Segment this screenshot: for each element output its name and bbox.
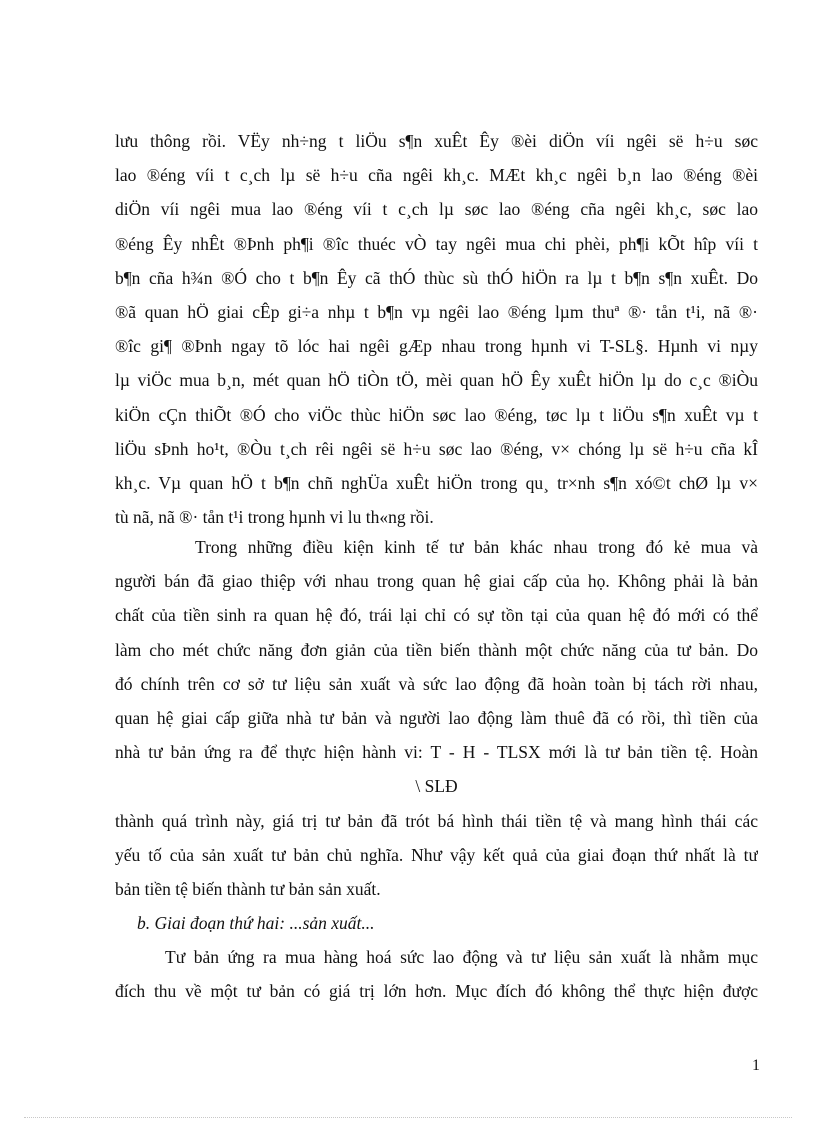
text-line: Tư bản ứng ra mua hàng hoá sức lao động và tư liệu sản xuất là nhằm mục <box>165 947 758 968</box>
paragraph-encoded <box>115 124 758 534</box>
text-line: lµ viÖc mua b¸n, mét quan hÖ tiÒn tÖ, mèi quan hÖ Êy xuÊt hiÖn lµ do c¸c ®iÒu <box>115 370 758 391</box>
text-line: ®îc gi¶ ®Þnh ngay tõ lóc hai ngêi gÆp nhau trong hµnh vi T-SL§. Hµnh vi nµy <box>115 336 758 357</box>
text-line: b¶n cña h¾n ®Ó cho t b¶n Êy cã thÓ thùc sù thÓ hiÖn ra lµ t b¶n s¶n xuÊt. Do <box>115 267 758 288</box>
text-line: thành quá trình này, giá trị tư bản đã trót bá hình thái tiền tệ và mang hình thái các <box>115 810 758 831</box>
text-line: Trong những điều kiện kinh tế tư bản khác nhau trong đó kẻ mua và <box>195 537 758 557</box>
text-line: kiÖn cÇn thiÕt ®Ó cho viÖc thùc hiÖn søc lao ®éng, tøc lµ t liÖu s¶n xuÊt vµ t <box>115 404 758 425</box>
paragraph-body <box>115 530 758 1009</box>
formula-note: \ SLĐ <box>415 776 458 797</box>
page-number: 1 <box>752 1057 760 1074</box>
text-line: người bán đã giao thiệp với nhau trong quan hệ giai cấp của họ. Không phải là bản <box>115 571 758 592</box>
section-subheading: b. Giai đoạn thứ hai: ...sản xuất... <box>137 913 375 934</box>
text-line: nhà tư bản ứng ra để thực hiện hành vi: T - H - TLSX mới là tư bản tiền tệ. Hoàn <box>115 742 758 763</box>
text-line: quan hệ giai cấp giữa nhà tư bản và người lao động làm thuê đã có rồi, thì tiền của <box>115 707 758 728</box>
text-line: ®ã quan hÖ giai cÊp gi÷a nhµ t b¶n vµ ngêi lao ®éng lµm thuª ®· tån t¹i, nã ®· <box>115 301 758 322</box>
text-line: tù nã, nã ®· tån t¹i trong hµnh vi lu th«ng rồi. <box>115 507 434 528</box>
text-line: kh¸c. Vµ quan hÖ t b¶n chñ nghÜa xuÊt hiÖn trong qu¸ tr×nh s¶n xó©t chØ lµ v× <box>115 472 758 493</box>
text-line: làm cho mét chức năng đơn giản của tiền biến thành một chức năng của tư bản. Do <box>115 639 758 660</box>
text-line: bản tiền tệ biến thành tư bản sản xuất. <box>115 878 381 899</box>
text-line: đích thu về một tư bản có giá trị lớn hơn. Mục đích đó không thể thực hiện được <box>115 981 758 1002</box>
text-line: liÖu sÞnh ho¹t, ®Òu t¸ch rêi ngêi së h÷u søc lao ®éng, v× chóng lµ së h÷u cña kÎ <box>115 438 758 459</box>
text-line: ®éng Êy nhÊt ®Þnh ph¶i ®îc thuéc vÒ tay ngêi mua chi phèi, ph¶i kÕt hîp víi t <box>115 233 758 254</box>
text-line: chất của tiền sinh ra quan hệ đó, trái lại chỉ có sự tồn tại của quan hệ đó mới có thể <box>115 605 758 626</box>
text-line: đó chính trên cơ sở tư liệu sản xuất và sức lao động đã hoàn toàn bị tách rời nhau, <box>115 673 758 694</box>
text-line: lưu thông rồi. VËy nh÷ng t liÖu s¶n xuÊt Êy ®èi diÖn víi ngêi së h÷u søc <box>115 131 758 151</box>
text-line: lao ®éng víi t c¸ch lµ së h÷u cña ngêi kh¸c. MÆt kh¸c ngêi b¸n lao ®éng ®èi <box>115 165 758 186</box>
text-line: diÖn víi ngêi mua lao ®éng víi t c¸ch lµ søc lao ®éng cña ngêi kh¸c, søc lao <box>115 199 758 220</box>
text-line: yếu tố của sản xuất tư bản chủ nghĩa. Như vậy kết quả của giai đoạn thứ nhất là tư <box>115 844 758 865</box>
page-bottom-border <box>24 1117 792 1118</box>
